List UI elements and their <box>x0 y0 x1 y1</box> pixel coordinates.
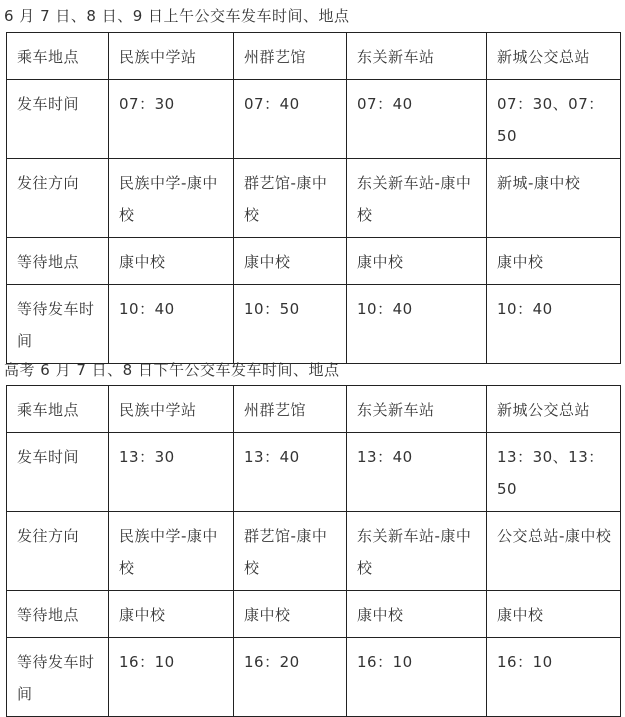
table-cell: 州群艺馆 <box>234 386 347 433</box>
table-row <box>7 285 621 364</box>
table-cell: 10：40 <box>347 285 487 364</box>
table-cell: 康中校 <box>487 238 621 285</box>
table-row <box>7 638 621 717</box>
table-cell: 民族中学站 <box>109 386 234 433</box>
table-cell: 13：30、13：50 <box>487 433 621 512</box>
table-cell: 新城-康中校 <box>487 159 621 238</box>
row-label: 发往方向 <box>7 159 109 238</box>
table-cell: 10：40 <box>487 285 621 364</box>
row-label: 乘车地点 <box>7 33 109 80</box>
table-cell: 13：40 <box>347 433 487 512</box>
row-label: 发往方向 <box>7 512 109 591</box>
table-cell: 10：50 <box>234 285 347 364</box>
table-cell: 民族中学站 <box>109 33 234 80</box>
schedule-table-afternoon <box>6 385 621 717</box>
row-label: 等待发车时间 <box>7 285 109 364</box>
row-label: 等待地点 <box>7 591 109 638</box>
table-row <box>7 238 621 285</box>
table-cell: 群艺馆-康中校 <box>234 512 347 591</box>
table-cell: 16：10 <box>487 638 621 717</box>
table-cell: 13：40 <box>234 433 347 512</box>
table-cell: 东关新车站-康中校 <box>347 512 487 591</box>
table-cell: 康中校 <box>109 591 234 638</box>
table-cell: 康中校 <box>234 238 347 285</box>
row-label: 等待发车时间 <box>7 638 109 717</box>
table-cell: 07：30、07：50 <box>487 80 621 159</box>
table-cell: 07：40 <box>347 80 487 159</box>
table-cell: 16：10 <box>109 638 234 717</box>
table-cell: 康中校 <box>347 591 487 638</box>
table-cell: 康中校 <box>234 591 347 638</box>
table-cell: 康中校 <box>347 238 487 285</box>
table-cell: 州群艺馆 <box>234 33 347 80</box>
row-label: 发车时间 <box>7 80 109 159</box>
table-cell: 07：30 <box>109 80 234 159</box>
table-cell: 16：20 <box>234 638 347 717</box>
table-cell: 东关新车站 <box>347 386 487 433</box>
table-row <box>7 386 621 433</box>
table-cell: 群艺馆-康中校 <box>234 159 347 238</box>
table-row <box>7 591 621 638</box>
row-label: 等待地点 <box>7 238 109 285</box>
table-cell: 10：40 <box>109 285 234 364</box>
table-cell: 新城公交总站 <box>487 386 621 433</box>
table-cell: 新城公交总站 <box>487 33 621 80</box>
table-cell: 康中校 <box>487 591 621 638</box>
table-cell: 东关新车站-康中校 <box>347 159 487 238</box>
row-label: 发车时间 <box>7 433 109 512</box>
table-cell: 公交总站-康中校 <box>487 512 621 591</box>
schedule-table-morning <box>6 32 621 364</box>
section-caption-afternoon: 高考 6 月 7 日、8 日下午公交车发车时间、地点 <box>4 361 340 379</box>
table-cell: 康中校 <box>109 238 234 285</box>
table-row <box>7 433 621 512</box>
row-label: 乘车地点 <box>7 386 109 433</box>
section-caption-morning: 6 月 7 日、8 日、9 日上午公交车发车时间、地点 <box>4 7 350 25</box>
table-cell: 东关新车站 <box>347 33 487 80</box>
table-cell: 民族中学-康中校 <box>109 159 234 238</box>
table-cell: 13：30 <box>109 433 234 512</box>
table-row <box>7 512 621 591</box>
table-row <box>7 159 621 238</box>
table-cell: 民族中学-康中校 <box>109 512 234 591</box>
table-cell: 16：10 <box>347 638 487 717</box>
table-row <box>7 33 621 80</box>
table-row <box>7 80 621 159</box>
table-cell: 07：40 <box>234 80 347 159</box>
